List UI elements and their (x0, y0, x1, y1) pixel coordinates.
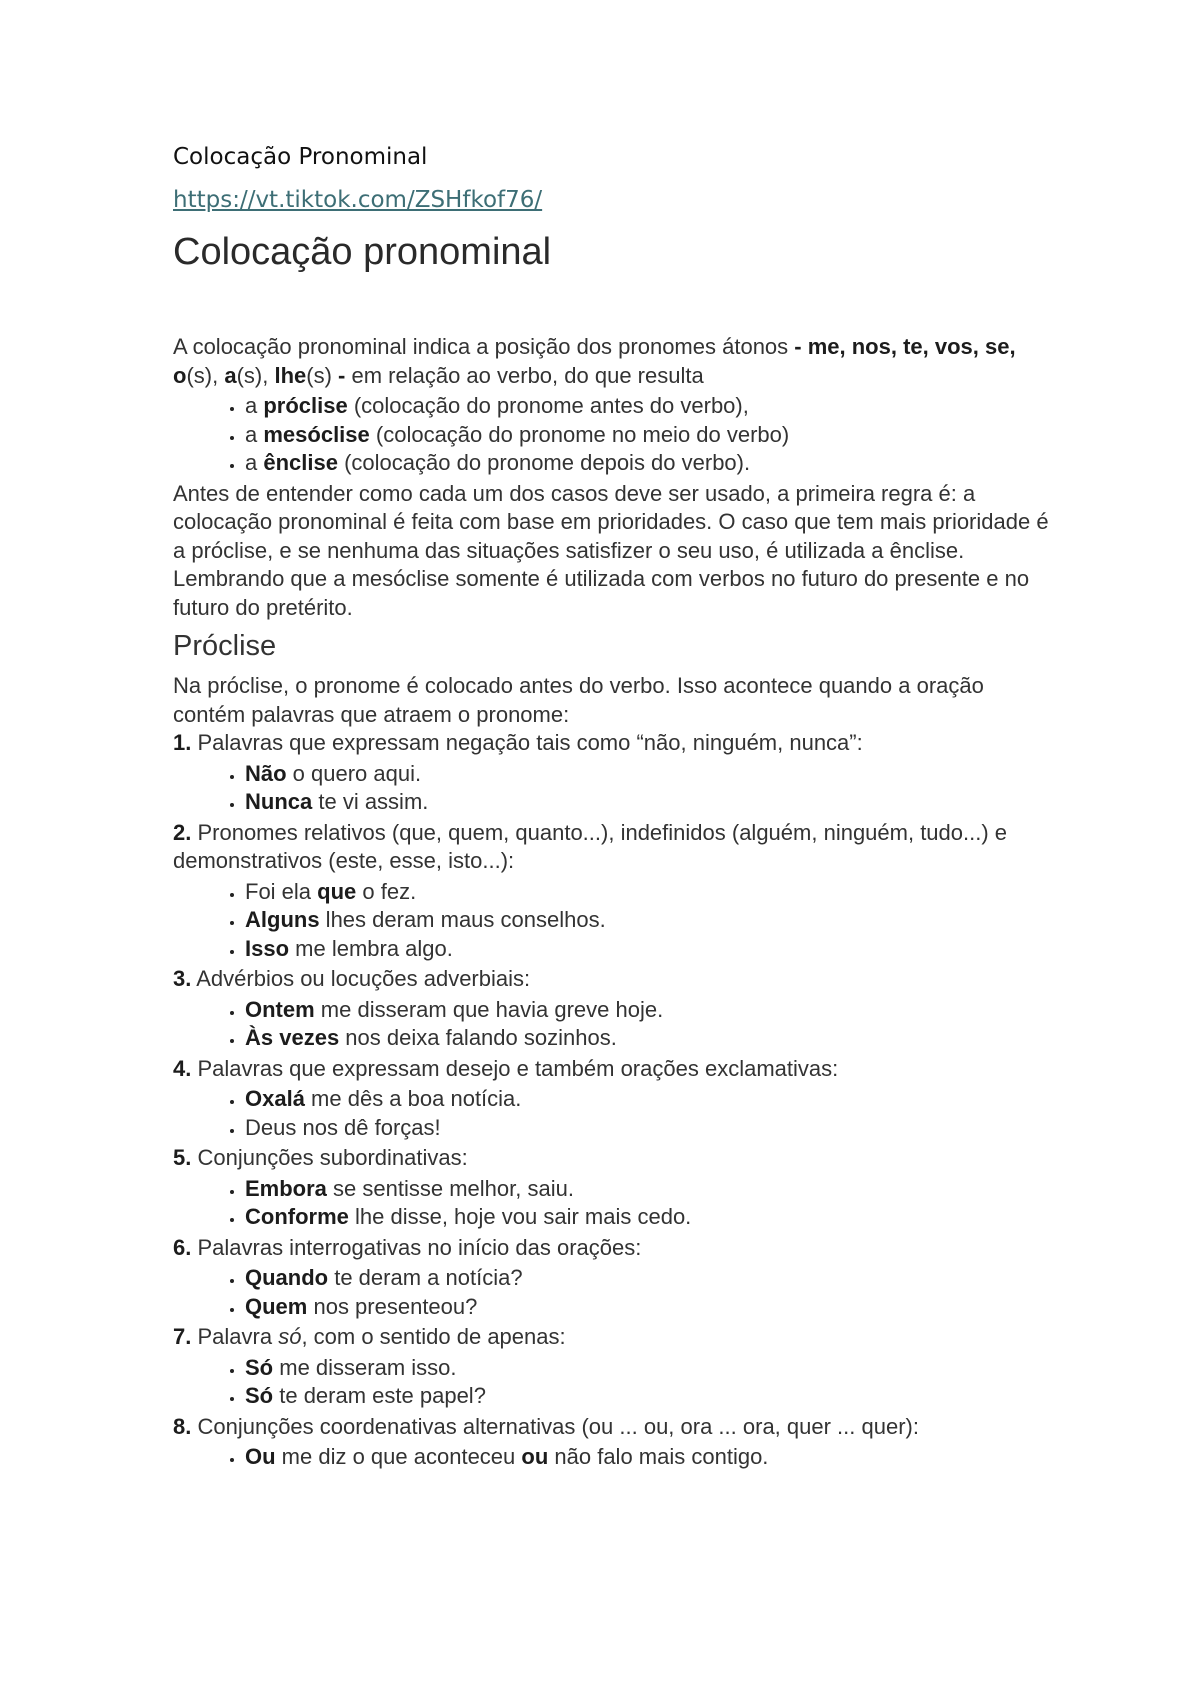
example-item: • Isso me lembra algo. (245, 935, 1050, 964)
main-heading: Colocação pronominal (173, 231, 552, 273)
proclise-intro: Na próclise, o pronome é colocado antes do verbo. Isso acontece quando a oração contém palavras que atraem o pronome: (173, 673, 984, 727)
list-item: • a mesóclise (colocação do pronome no meio do verbo) (245, 421, 1050, 450)
example-item: • Oxalá me dês a boa notícia. (245, 1085, 1050, 1114)
rule-5: 5. Conjunções subordinativas: (173, 1145, 468, 1170)
rule-1: 1. Palavras que expressam negação tais como “não, ninguém, nunca”: (173, 730, 863, 755)
placement-types-list (173, 392, 1050, 478)
document-title: Colocação Pronominal (173, 144, 428, 170)
example-item: • Nunca te vi assim. (245, 788, 1050, 817)
rule-3-examples (173, 996, 1050, 1053)
rule-8: 8. Conjunções coordenativas alternativas (ou ... ou, ora ... ora, quer ... quer): (173, 1413, 919, 1439)
example-item: • Deus nos dê forças! (245, 1114, 1050, 1143)
tiktok-link[interactable]: https://vt.tiktok.com/ZSHfkof76/ (173, 187, 543, 213)
rule-6-examples (173, 1264, 1050, 1321)
example-item: • Só me disseram isso. (245, 1354, 1050, 1383)
rule-1-examples (173, 760, 1050, 817)
list-item: • a próclise (colocação do pronome antes do verbo), (245, 392, 1050, 421)
example-item: • Não o quero aqui. (245, 760, 1050, 789)
example-item: • Às vezes nos deixa falando sozinhos. (245, 1024, 1050, 1053)
example-item: • Quem nos presenteou? (245, 1293, 1050, 1322)
example-item: • Foi ela que o fez. (245, 878, 1050, 907)
example-item: • Ou me diz o que aconteceu ou não falo mais contigo. (245, 1443, 1050, 1472)
list-item: • a ênclise (colocação do pronome depois do verbo). (245, 449, 1050, 478)
priority-paragraph: Antes de entender como cada um dos casos deve ser usado, a primeira regra é: a colocação pronominal é feita com base em prioridades. O caso que tem mais prioridade é a próclise, e se nenhuma das situações satisfizer o seu uso, é utilizada a ênclise. Lembrando que a mesóclise somente é utilizada com verbos no futuro do presente e no futuro do pretérito. (173, 480, 1049, 620)
rule-3: 3. Advérbios ou locuções adverbiais: (173, 966, 531, 991)
rule-4: 4. Palavras que expressam desejo e também orações exclamativas: (173, 1055, 839, 1081)
rule-2-examples (173, 878, 1050, 964)
example-item: • Alguns lhes deram maus conselhos. (245, 906, 1050, 935)
rule-5-examples (173, 1175, 1050, 1232)
rule-7: 7. Palavra só, com o sentido de apenas: (173, 1324, 566, 1349)
proclise-heading: Próclise (173, 630, 277, 662)
example-item: • Quando te deram a notícia? (245, 1264, 1050, 1293)
example-item: • Só te deram este papel? (245, 1382, 1050, 1411)
rule-7-examples (173, 1354, 1050, 1411)
example-item: • Ontem me disseram que havia greve hoje. (245, 996, 1050, 1025)
rule-4-examples (173, 1085, 1050, 1142)
rule-2: 2. Pronomes relativos (que, quem, quanto...), indefinidos (alguém, ninguém, tudo...) e demonstrativos (este, esse, isto...): (173, 819, 1008, 873)
intro-paragraph: A colocação pronominal indica a posição dos pronomes átonos - me, nos, te, vos, se, o(s), a(s), lhe(s) - em relação ao verbo, do que resulta (173, 334, 1016, 388)
rule-8-examples (173, 1443, 1050, 1472)
rule-6: 6. Palavras interrogativas no início das orações: (173, 1234, 642, 1260)
example-item: • Embora se sentisse melhor, saiu. (245, 1175, 1050, 1204)
example-item: • Conforme lhe disse, hoje vou sair mais cedo. (245, 1203, 1050, 1232)
